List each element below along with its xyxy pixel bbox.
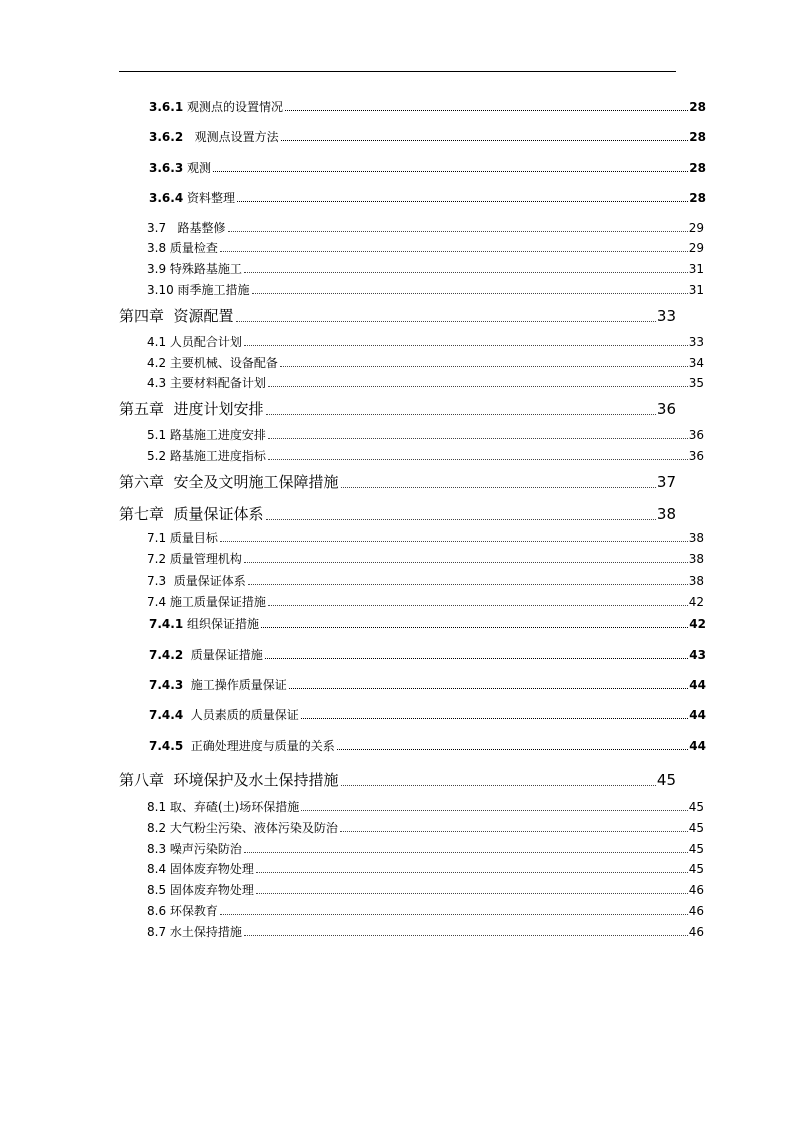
toc-entry-label [119, 773, 339, 788]
toc-dot-leader [340, 830, 688, 832]
toc-dot-leader [244, 934, 688, 936]
toc-entry-label [147, 377, 266, 389]
toc-page-number: 28 [689, 191, 706, 205]
toc-page-number: 33 [688, 335, 704, 349]
toc-entry-title: 质量保证措施 [183, 648, 263, 662]
toc-page-number: 35 [688, 376, 704, 390]
toc-dot-leader [341, 784, 656, 786]
toc-page-number: 42 [688, 595, 704, 609]
toc-entry-label [147, 336, 242, 348]
toc-entry-title: 主要材料配备计划 [166, 376, 266, 390]
toc-entry-number: 4.3 [147, 376, 167, 390]
toc-chapter-entry[interactable] [119, 475, 676, 490]
toc-entry-label [147, 926, 242, 938]
toc-dot-leader [301, 717, 688, 719]
toc-entry-label [147, 905, 218, 917]
toc-entry[interactable] [119, 131, 706, 143]
toc-page-number: 42 [689, 617, 706, 631]
toc-entry-label [149, 192, 235, 204]
toc-entry-title: 路基施工进度安排 [166, 428, 266, 442]
toc-entry-title: 质量检查 [166, 241, 218, 255]
toc-entry[interactable] [119, 649, 706, 661]
toc-entry-label [149, 709, 299, 721]
toc-dot-leader [266, 413, 656, 415]
toc-entry-label [147, 222, 226, 234]
toc-entry-number: 8.5 [147, 883, 167, 897]
toc-entry-number: 7.1 [147, 531, 167, 545]
toc-entry-title: 取、弃碴(土)场环保措施 [166, 800, 300, 814]
toc-entry-title: 质量管理机构 [166, 552, 242, 566]
toc-entry-label [149, 740, 335, 752]
toc-page-number: 46 [688, 925, 704, 939]
toc-page-number: 36 [688, 449, 704, 463]
toc-chapter-entry[interactable] [119, 507, 676, 522]
toc-entry[interactable] [119, 801, 704, 813]
toc-entry-number: 第六章 [119, 473, 165, 491]
toc-entry-label [119, 309, 234, 324]
toc-entry[interactable] [119, 618, 706, 630]
toc-entry-label [149, 649, 263, 661]
toc-entry-number: 8.1 [147, 800, 167, 814]
toc-entry-number: 7.2 [147, 552, 167, 566]
toc-dot-leader [268, 604, 688, 606]
toc-entry-label [147, 450, 266, 462]
toc-dot-leader [268, 437, 688, 439]
toc-dot-leader [265, 657, 688, 659]
toc-page-number: 45 [688, 842, 704, 856]
toc-page-number: 38 [688, 531, 704, 545]
toc-entry-title: 固体废弃物处理 [166, 862, 254, 876]
toc-dot-leader [301, 809, 687, 811]
toc-dot-leader [252, 292, 688, 294]
toc-entry-number: 4.1 [147, 335, 167, 349]
toc-entry[interactable] [119, 429, 704, 441]
toc-entry-number: 第七章 [119, 505, 165, 523]
toc-dot-leader [220, 540, 688, 542]
toc-page-number: 46 [688, 904, 704, 918]
toc-page-number: 28 [689, 161, 706, 175]
toc-entry-label [147, 575, 246, 587]
toc-page-number: 45 [688, 821, 704, 835]
toc-page-number: 44 [689, 739, 706, 753]
toc-entry-title: 固体废弃物处理 [166, 883, 254, 897]
toc-entry-title: 质量保证体系 [164, 505, 264, 523]
toc-entry[interactable] [119, 357, 704, 369]
toc-entry[interactable] [119, 377, 704, 389]
toc-page-number: 45 [656, 771, 676, 789]
toc-entry-label [147, 884, 254, 896]
toc-dot-leader [289, 687, 688, 689]
toc-entry-number: 3.6.3 [149, 161, 184, 175]
toc-page-number: 44 [689, 678, 706, 692]
toc-entry-label [149, 101, 283, 113]
toc-dot-leader [285, 109, 688, 111]
toc-dot-leader [268, 458, 688, 460]
toc-entry-label [147, 263, 242, 275]
toc-entry-number: 第八章 [119, 771, 165, 789]
toc-entry[interactable] [119, 596, 704, 608]
toc-page-number: 45 [688, 800, 704, 814]
toc-dot-leader [266, 518, 656, 520]
toc-page-number: 38 [688, 552, 704, 566]
toc-entry[interactable] [119, 863, 704, 875]
toc-entry-number: 7.4.1 [149, 617, 184, 631]
toc-entry-number: 4.2 [147, 356, 167, 370]
toc-page-number: 37 [656, 473, 676, 491]
toc-page-number: 44 [689, 708, 706, 722]
toc-page-number: 31 [688, 262, 704, 276]
toc-entry-title: 资源配置 [164, 307, 234, 325]
toc-entry-title: 环保教育 [166, 904, 218, 918]
toc-entry-title: 主要机械、设备配备 [166, 356, 278, 370]
toc-entry-title: 环境保护及水土保持措施 [164, 771, 339, 789]
toc-entry-label [147, 429, 266, 441]
toc-entry-title: 观测点的设置情况 [183, 100, 283, 114]
toc-entry-number: 7.3 [147, 574, 167, 588]
toc-entry-label [147, 284, 250, 296]
toc-entry-number: 第四章 [119, 307, 165, 325]
toc-entry-number: 3.8 [147, 241, 167, 255]
toc-entry[interactable] [119, 192, 706, 204]
toc-entry[interactable] [119, 575, 704, 587]
toc-dot-leader [280, 365, 688, 367]
toc-dot-leader [213, 170, 688, 172]
toc-entry-title: 路基整修 [166, 221, 226, 235]
header-rule [119, 71, 676, 72]
toc-dot-leader [248, 583, 688, 585]
toc-entry-label [149, 131, 279, 143]
toc-entry-number: 第五章 [119, 400, 165, 418]
toc-entry[interactable] [119, 532, 704, 544]
toc-entry-label [149, 679, 287, 691]
toc-dot-leader [220, 250, 688, 252]
toc-entry[interactable] [119, 263, 704, 275]
toc-page-number: 31 [688, 283, 704, 297]
toc-entry-label [147, 596, 266, 608]
toc-entry-title: 施工质量保证措施 [166, 595, 266, 609]
toc-dot-leader [341, 486, 656, 488]
toc-entry-title: 质量目标 [166, 531, 218, 545]
toc-entry-number: 8.2 [147, 821, 167, 835]
toc-entry-label [119, 507, 264, 522]
toc-dot-leader [228, 230, 688, 232]
toc-page-number: 38 [688, 574, 704, 588]
toc-dot-leader [244, 344, 688, 346]
toc-entry-title: 噪声污染防治 [166, 842, 242, 856]
toc-chapter-entry[interactable] [119, 402, 676, 417]
toc-entry[interactable] [119, 242, 704, 254]
toc-entry-title: 安全及文明施工保障措施 [164, 473, 339, 491]
toc-entry[interactable] [119, 679, 706, 691]
toc-entry-label [147, 242, 218, 254]
toc-entry-label [147, 357, 278, 369]
toc-entry[interactable] [119, 222, 704, 234]
toc-dot-leader [244, 561, 688, 563]
toc-entry-number: 3.6.2 [149, 130, 184, 144]
toc-entry-label [119, 402, 264, 417]
toc-entry-number: 7.4.5 [149, 739, 184, 753]
toc-entry-number: 8.6 [147, 904, 167, 918]
toc-entry-label [147, 532, 218, 544]
toc-entry-label [147, 553, 242, 565]
toc-entry[interactable] [119, 822, 704, 834]
toc-dot-leader [244, 271, 688, 273]
toc-entry[interactable] [119, 843, 704, 855]
toc-page-number: 28 [689, 100, 706, 114]
toc-entry-title: 资料整理 [183, 191, 235, 205]
toc-entry-label [149, 162, 211, 174]
toc-entry-label [119, 475, 339, 490]
toc-entry-title: 水土保持措施 [166, 925, 242, 939]
toc-entry[interactable] [119, 450, 704, 462]
toc-page-number: 45 [688, 862, 704, 876]
toc-entry[interactable] [119, 884, 704, 896]
toc-dot-leader [337, 748, 688, 750]
toc-entry-title: 人员配合计划 [166, 335, 242, 349]
toc-page-number: 33 [656, 307, 676, 325]
toc-entry-title: 质量保证体系 [166, 574, 246, 588]
toc-entry-number: 5.2 [147, 449, 167, 463]
toc-dot-leader [220, 913, 688, 915]
toc-entry-title: 人员素质的质量保证 [183, 708, 299, 722]
toc-entry[interactable] [119, 709, 706, 721]
toc-entry-label [147, 801, 299, 813]
toc-entry-title: 雨季施工措施 [173, 283, 250, 297]
toc-entry-title: 施工操作质量保证 [183, 678, 287, 692]
toc-entry-title: 进度计划安排 [164, 400, 264, 418]
toc-page-number: 36 [656, 400, 676, 418]
toc-entry[interactable] [119, 905, 704, 917]
toc-entry-title: 正确处理进度与质量的关系 [183, 739, 335, 753]
toc-entry[interactable] [119, 336, 704, 348]
toc-entry-number: 7.4.2 [149, 648, 184, 662]
toc-entry-label [147, 843, 242, 855]
toc-page-number: 28 [689, 130, 706, 144]
toc-entry-number: 3.10 [147, 283, 174, 297]
toc-entry-number: 3.7 [147, 221, 167, 235]
toc-dot-leader [236, 320, 656, 322]
toc-entry[interactable] [119, 553, 704, 565]
toc-entry-number: 3.6.4 [149, 191, 184, 205]
toc-entry-number: 3.9 [147, 262, 167, 276]
toc-page-number: 36 [688, 428, 704, 442]
toc-entry-number: 5.1 [147, 428, 167, 442]
toc-entry-title: 观测点设置方法 [183, 130, 279, 144]
toc-entry[interactable] [119, 101, 706, 113]
toc-entry-title: 特殊路基施工 [166, 262, 242, 276]
toc-page-number: 29 [688, 241, 704, 255]
toc-page-number: 34 [688, 356, 704, 370]
toc-entry-title: 观测 [183, 161, 211, 175]
toc-entry-title: 路基施工进度指标 [166, 449, 266, 463]
toc-chapter-entry[interactable] [119, 309, 676, 324]
toc-entry[interactable] [119, 740, 706, 752]
toc-entry-number: 8.3 [147, 842, 167, 856]
toc-dot-leader [256, 892, 688, 894]
toc-entry-number: 7.4 [147, 595, 167, 609]
toc-entry[interactable] [119, 926, 704, 938]
toc-entry-label [147, 822, 338, 834]
toc-chapter-entry[interactable] [119, 773, 676, 788]
toc-entry-number: 8.4 [147, 862, 167, 876]
toc-entry[interactable] [119, 284, 704, 296]
toc-page-number: 29 [688, 221, 704, 235]
toc-entry-number: 7.4.4 [149, 708, 184, 722]
toc-dot-leader [256, 871, 688, 873]
toc-entry-label [149, 618, 259, 630]
toc-dot-leader [268, 385, 688, 387]
toc-dot-leader [261, 626, 688, 628]
toc-dot-leader [237, 200, 688, 202]
toc-entry-number: 7.4.3 [149, 678, 184, 692]
toc-entry-number: 3.6.1 [149, 100, 184, 114]
toc-entry-label [147, 863, 254, 875]
toc-page-number: 46 [688, 883, 704, 897]
toc-entry-title: 大气粉尘污染、液体污染及防治 [166, 821, 338, 835]
toc-page-number: 38 [656, 505, 676, 523]
toc-page-number: 43 [689, 648, 706, 662]
toc-entry-title: 组织保证措施 [183, 617, 259, 631]
toc-dot-leader [281, 139, 689, 141]
toc-entry[interactable] [119, 162, 706, 174]
toc-dot-leader [244, 851, 688, 853]
toc-entry-number: 8.7 [147, 925, 167, 939]
